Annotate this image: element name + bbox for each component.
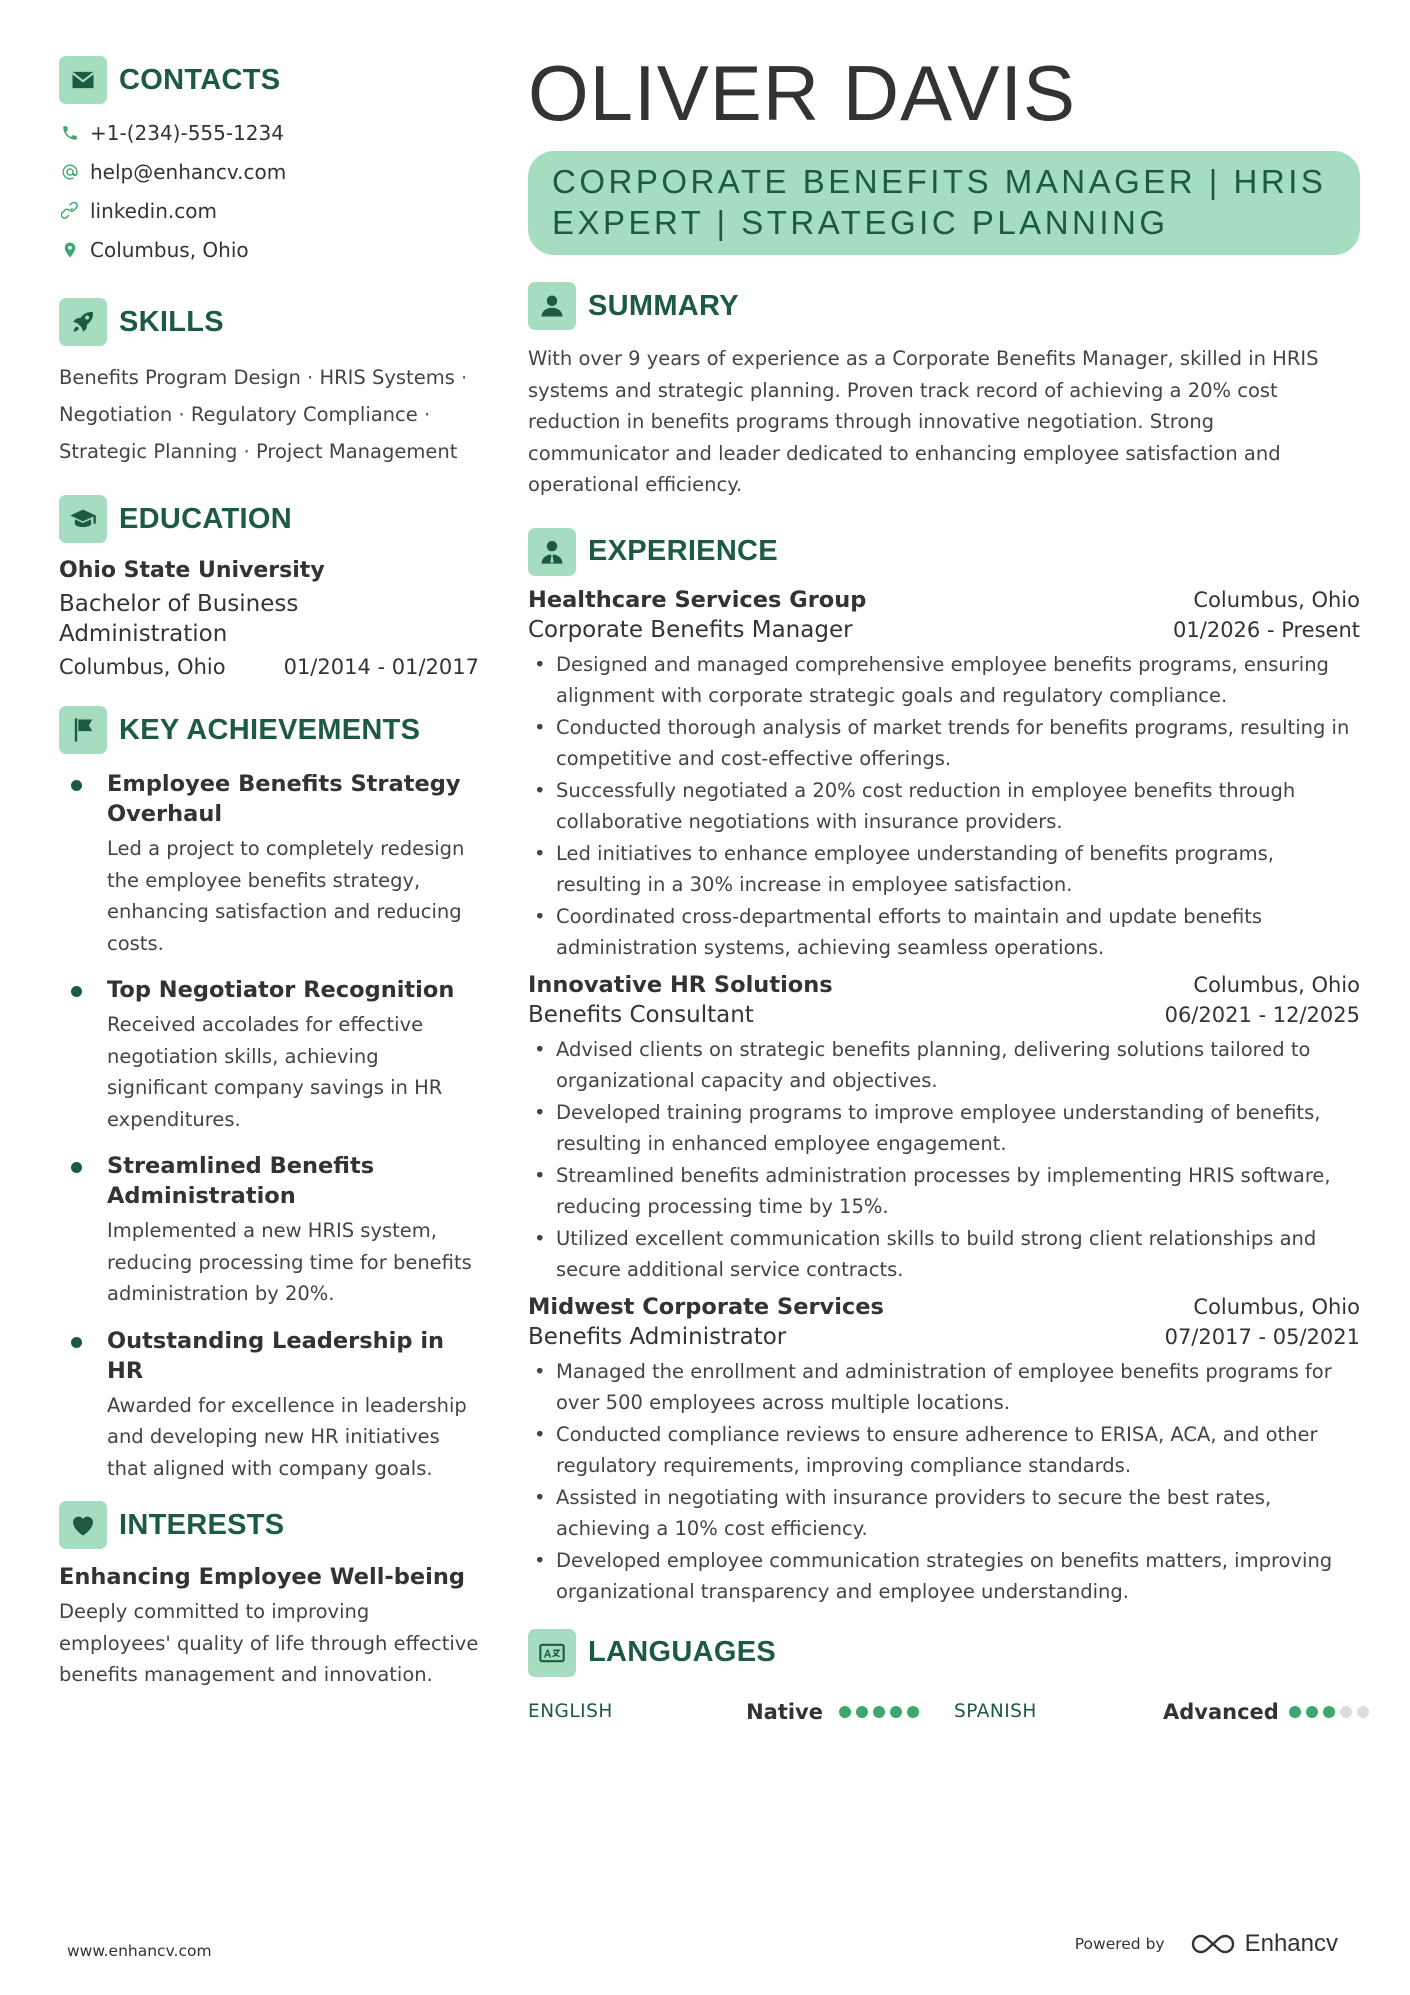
job-location: Columbus, Ohio [1193, 587, 1360, 612]
job-company: Healthcare Services Group [528, 586, 867, 613]
contacts-title: CONTACTS [119, 63, 281, 96]
link-icon [59, 200, 81, 222]
contact-link[interactable] [59, 191, 479, 230]
achievements-title: KEY ACHIEVEMENTS [119, 713, 421, 746]
job-role: Corporate Benefits Manager [528, 616, 853, 643]
achievement-title: Outstanding Leadership in HR [107, 1327, 445, 1384]
map-pin-icon [59, 239, 81, 261]
footer-website[interactable]: www.enhancv.com [67, 1942, 212, 1960]
language-proficiency-dots [1289, 1706, 1374, 1718]
contact-location [59, 230, 479, 269]
job-bullet: • Led initiatives to enhance employee understanding of benefits programs, resulting in a 30% increase in employee satisfaction. [528, 838, 1360, 901]
job-bullet: • Conducted compliance reviews to ensure adherence to ERISA, ACA, and other regulatory requirements, improving compliance standards. [528, 1419, 1360, 1482]
heart-icon [59, 1501, 107, 1549]
envelope-icon [59, 56, 107, 104]
job-dates: 06/2021 - 12/2025 [1164, 1002, 1360, 1027]
bullet-dot [71, 780, 82, 791]
proficiency-dot [1289, 1706, 1301, 1718]
bullet-dot [71, 1337, 82, 1348]
experience-title: EXPERIENCE [588, 535, 778, 567]
job-bullet: • Utilized excellent communication skills to build strong client relationships and secure additional service contracts. [528, 1223, 1360, 1286]
summary-title: SUMMARY [588, 289, 739, 322]
language-level: Advanced [1163, 1699, 1279, 1724]
skills-list: Benefits Program Design · HRIS Systems · Negotiation · Regulatory Compliance · Strategic Planning · Project Management [59, 366, 468, 463]
skill-item: Benefits Program Design [59, 366, 301, 389]
job-bullets [528, 1356, 1360, 1608]
education-dates: 01/2014 - 01/2017 [283, 655, 479, 679]
bullet-dot [71, 1162, 82, 1173]
job-bullet: • Advised clients on strategic benefits planning, delivering solutions tailored to organizational capacity and objectives. [528, 1034, 1360, 1097]
job-location: Columbus, Ohio [1193, 1294, 1360, 1319]
skill-item: Project Management [255, 440, 458, 463]
languages-header [528, 1628, 1360, 1678]
proficiency-dot [890, 1706, 902, 1718]
education-header [59, 494, 479, 544]
job-bullet: • Managed the enrollment and administration of employee benefits programs for over 500 employees across multiple locations. [528, 1356, 1360, 1419]
job-bullet: • Designed and managed comprehensive employee benefits programs, ensuring alignment with corporate strategic goals and regulatory compliance. [528, 649, 1360, 712]
interest-title: Enhancing Employee Well-being [59, 1564, 465, 1590]
job-bullet: • Successfully negotiated a 20% cost reduction in employee benefits through collaborative negotiations with insurance providers. [528, 775, 1360, 838]
job-bullet: • Assisted in negotiating with insurance providers to secure the best rates, achieving a 10% cost efficiency. [528, 1482, 1360, 1545]
achievement-item [59, 1151, 479, 1310]
at-icon [59, 161, 81, 183]
achievement-item [59, 769, 479, 959]
education-degree: Bachelor of Business Administration [59, 591, 299, 647]
translate-icon [528, 1629, 576, 1677]
proficiency-dot [907, 1706, 919, 1718]
candidate-name: OLIVER DAVIS [528, 49, 1077, 137]
job-bullet: • Coordinated cross-departmental efforts to maintain and update benefits administration systems, achieving seamless operations. [528, 901, 1360, 964]
job-entry [528, 972, 1360, 1286]
languages-list [528, 1692, 1360, 1732]
summary-header [528, 281, 1360, 331]
email-text: help@enhancv.com [90, 159, 287, 184]
achievements-list [59, 769, 479, 1484]
bullet-dot [71, 986, 82, 997]
contact-phone [59, 113, 479, 152]
language-item [954, 1700, 1374, 1724]
proficiency-dot [839, 1706, 851, 1718]
proficiency-dot [856, 1706, 868, 1718]
achievements-header [59, 705, 479, 755]
achievement-desc: Implemented a new HRIS system, reducing processing time for benefits administration by 20%. [107, 1219, 472, 1305]
achievement-item [59, 1326, 479, 1485]
job-entry [528, 1294, 1360, 1608]
experience-header [528, 527, 1360, 577]
job-dates: 07/2017 - 05/2021 [1164, 1324, 1360, 1349]
summary-text: With over 9 years of experience as a Corporate Benefits Manager, skilled in HRIS systems and strategic planning. Proven track record of achieving a 20% cost reduction in benefits programs through innovative negotiation. Strong communicator and leader dedicated to enhancing employee satisfaction and operational efficiency. [528, 347, 1319, 496]
briefcase-person-icon [528, 528, 576, 576]
language-level: Native [746, 1699, 823, 1724]
job-bullet: • Conducted thorough analysis of market trends for benefits programs, resulting in competitive and cost-effective offerings. [528, 712, 1360, 775]
link-text: linkedin.com [90, 198, 217, 223]
rocket-icon [59, 298, 107, 346]
education-meta [59, 655, 479, 679]
job-company: Innovative HR Solutions [528, 971, 833, 998]
achievement-title: Top Negotiator Recognition [107, 977, 455, 1003]
proficiency-dot [1323, 1706, 1335, 1718]
person-icon [528, 282, 576, 330]
education-location: Columbus, Ohio [59, 655, 226, 679]
location-text: Columbus, Ohio [90, 237, 249, 262]
achievement-desc: Awarded for excellence in leadership and developing new HR initiatives that aligned with company goals. [107, 1393, 467, 1480]
brand-name: Enhancv [1244, 1930, 1338, 1957]
enhancv-logo-icon [1189, 1930, 1237, 1958]
job-location: Columbus, Ohio [1193, 972, 1360, 997]
achievement-title: Streamlined Benefits Administration [107, 1153, 375, 1209]
job-role: Benefits Administrator [528, 1323, 787, 1350]
footer-brand [1075, 1930, 1338, 1958]
languages-title: LANGUAGES [588, 1636, 776, 1668]
interests-header [59, 1500, 479, 1550]
proficiency-dot [873, 1706, 885, 1718]
graduation-cap-icon [59, 495, 107, 543]
job-bullets [528, 649, 1360, 964]
headline-banner: CORPORATE BENEFITS MANAGER | HRIS EXPERT | STRATEGIC PLANNING [528, 151, 1360, 255]
skill-item: Negotiation [59, 403, 173, 426]
phone-icon [59, 122, 81, 144]
proficiency-dot [1306, 1706, 1318, 1718]
skill-item: Regulatory Compliance [190, 403, 418, 426]
proficiency-dot [1340, 1706, 1352, 1718]
achievement-desc: Led a project to completely redesign the employee benefits strategy, enhancing satisfaction and reducing costs. [107, 837, 465, 955]
achievement-item [59, 975, 479, 1135]
job-bullets [528, 1034, 1360, 1286]
enhancv-logo[interactable] [1189, 1930, 1338, 1958]
interests-title: INTERESTS [119, 1508, 285, 1541]
contacts-header [59, 55, 479, 105]
interest-desc: Deeply committed to improving employees' quality of life through effective benefits management and innovation. [59, 1600, 479, 1686]
language-proficiency-dots [839, 1706, 924, 1718]
language-name: SPANISH [954, 1701, 1037, 1722]
flag-icon [59, 706, 107, 754]
job-bullet: • Developed training programs to improve employee understanding of benefits, resulting in enhanced employee engagement. [528, 1097, 1360, 1160]
phone-text: +1-(234)-555-1234 [90, 120, 284, 145]
proficiency-dot [1357, 1706, 1369, 1718]
job-entry [528, 587, 1360, 964]
skills-title: SKILLS [119, 305, 224, 338]
education-school: Ohio State University [59, 558, 325, 583]
right-column [528, 49, 1360, 1732]
achievement-title: Employee Benefits Strategy Overhaul [107, 771, 461, 827]
left-column [59, 55, 479, 1691]
skill-item: Strategic Planning [59, 440, 238, 463]
powered-by-text: Powered by [1074, 1935, 1165, 1953]
skill-item: HRIS Systems [319, 366, 455, 389]
job-bullet: • Streamlined benefits administration processes by implementing HRIS software, reducing processing time by 15%. [528, 1160, 1360, 1223]
job-company: Midwest Corporate Services [528, 1293, 884, 1320]
job-role: Benefits Consultant [528, 1001, 754, 1028]
achievement-desc: Received accolades for effective negotiation skills, achieving significant company savings in HR expenditures. [107, 1013, 443, 1131]
job-bullet: • Developed employee communication strategies on benefits matters, improving organizational transparency and employee understanding. [528, 1545, 1360, 1608]
education-title: EDUCATION [119, 502, 292, 535]
language-name: ENGLISH [528, 1701, 613, 1722]
language-item [528, 1700, 924, 1724]
job-dates: 01/2026 - Present [1173, 617, 1360, 642]
contact-email[interactable] [59, 152, 479, 191]
skills-header [59, 297, 479, 347]
